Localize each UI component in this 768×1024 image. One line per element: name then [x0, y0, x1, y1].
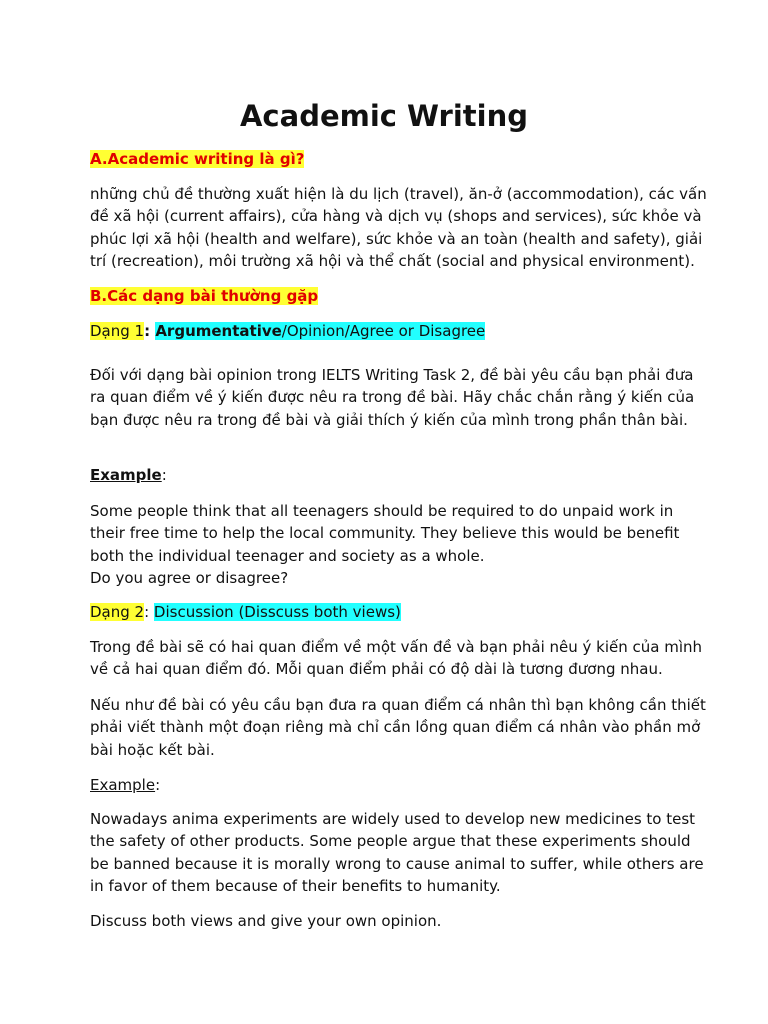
page-title: Academic Writing: [239, 99, 528, 133]
paragraph-line: phúc lợi xã hội (health and welfare), sức khỏe và an toàn (health and safety), giải: [90, 229, 703, 248]
dang1-heading: [90, 320, 690, 342]
section-b-heading: B.Các dạng bài thường gặp: [90, 287, 319, 305]
dang1-label: Dạng 1: [90, 322, 145, 340]
paragraph-line: về cả hai quan điểm đó. Mỗi quan điểm phải có độ dài là tương đương nhau.: [90, 660, 663, 679]
closing-line: Discuss both views and give your own opinion.: [90, 912, 442, 930]
example-line: their free time to help the local community. They believe this would be benefit: [90, 524, 680, 543]
dang2-paragraph-1: [90, 636, 703, 681]
dang1-colon: :: [144, 322, 156, 340]
dang1-example-text: [90, 500, 690, 589]
section-b-heading-block: [90, 285, 690, 307]
example-line: in favor of them because of their benefits to humanity.: [90, 876, 501, 895]
paragraph-line: đề xã hội (current affairs), cửa hàng và dịch vụ (shops and services), sức khỏe và: [90, 207, 702, 226]
dang2-example-heading: [90, 774, 690, 796]
dang2-colon: :: [144, 603, 154, 621]
example-line: be banned because it is morally wrong to cause animal to suffer, while others are: [90, 854, 704, 873]
dang1-type-rest: /Opinion/Agree or Disagree: [281, 322, 486, 340]
dang2-example-colon: :: [155, 776, 161, 794]
example-line: the safety of other products. Some people argue that these experiments should: [90, 832, 691, 851]
section-a-heading: A.Academic writing là gì?: [90, 150, 305, 168]
paragraph-line: Nếu như đề bài có yêu cầu bạn đưa ra quan điểm cá nhân thì bạn không cần thiết: [90, 696, 706, 714]
section-a-heading-block: [90, 148, 690, 170]
paragraph-line: bạn được nêu ra trong đề bài và giải thích ý kiến của mình trong phần thân bài.: [90, 410, 688, 429]
dang2-label: Dạng 2: [90, 603, 145, 621]
dang2-type: Discussion (Disscuss both views): [153, 603, 401, 621]
dang2-example-text: [90, 808, 704, 897]
section-a-paragraph: [90, 183, 707, 272]
dang1-example-heading: [90, 464, 690, 486]
paragraph-line: Trong đề bài sẽ có hai quan điểm về một vấn đề và bạn phải nêu ý kiến của mình: [90, 638, 703, 656]
example-line: both the individual teenager and society as a whole.: [90, 546, 485, 565]
dang1-type-bold: Argumentative: [155, 322, 282, 340]
paragraph-line: phải viết thành một đoạn riêng mà chỉ cần lồng quan điểm cá nhân vào phần mở: [90, 718, 701, 737]
dang2-heading: [90, 601, 690, 623]
dang2-paragraph-2: [90, 694, 706, 761]
paragraph-line: những chủ đề thường xuất hiện là du lịch (travel), ăn-ở (accommodation), các vấn: [90, 185, 707, 203]
paragraph-line: ra quan điểm về ý kiến được nêu ra trong đề bài. Hãy chắc chắn rằng ý kiến của: [90, 388, 695, 407]
paragraph-line: Đối với dạng bài opinion trong IELTS Writing Task 2, đề bài yêu cầu bạn phải đưa: [90, 366, 694, 384]
dang1-example-colon: :: [161, 466, 167, 484]
example-line: Nowadays anima experiments are widely used to develop new medicines to test: [90, 810, 696, 828]
dang2-example-label: Example: [90, 776, 156, 794]
example-line: Do you agree or disagree?: [90, 568, 289, 587]
example-line: Some people think that all teenagers should be required to do unpaid work in: [90, 502, 674, 520]
dang1-paragraph: [90, 364, 695, 431]
paragraph-line: bài hoặc kết bài.: [90, 740, 215, 759]
dang1-example-label: Example: [90, 466, 162, 484]
dang1-type: [155, 322, 485, 340]
dang2-closing: [90, 910, 690, 932]
paragraph-line: trí (recreation), môi trường xã hội và thể chất (social and physical environment).: [90, 251, 695, 270]
